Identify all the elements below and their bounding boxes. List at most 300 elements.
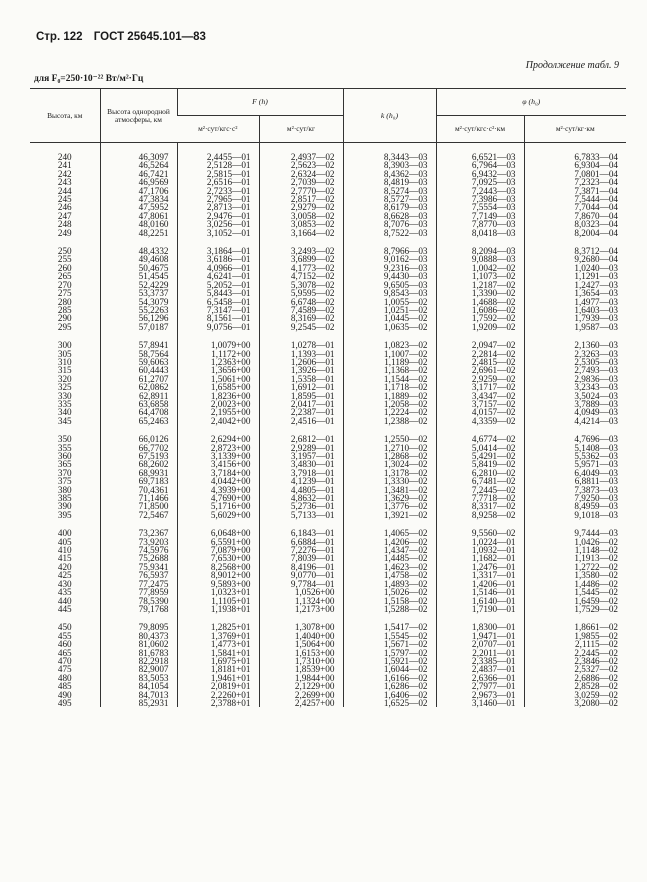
f1-cell: 1,1105+01: [177, 597, 259, 605]
homogeneous-cell: 65,2463: [100, 417, 177, 425]
f1-cell: 2,0023+00: [177, 400, 259, 408]
altitude-cell: 365: [57, 459, 72, 470]
k-cell: 1,4485—02: [343, 554, 436, 562]
phi2-cell: 7,3873—03: [524, 486, 626, 494]
homogeneous-cell: 85,2931: [100, 699, 177, 707]
homogeneous-cell: 47,5952: [100, 203, 177, 211]
homogeneous-cell: 66,7702: [100, 444, 177, 452]
homogeneous-cell: 70,4361: [100, 486, 177, 494]
altitude-cell: 248: [57, 219, 72, 230]
altitude-cell: 247: [57, 210, 72, 221]
phi2-cell: 1,1291—03: [524, 272, 626, 280]
f1-cell: 2,5815—01: [177, 170, 259, 178]
altitude-cell: 249: [57, 227, 72, 238]
homogeneous-cell: 54,3079: [100, 298, 177, 306]
phi2-cell: 2,2445—02: [524, 649, 626, 657]
k-cell: 1,1189—02: [343, 358, 436, 366]
altitude-cell: 495: [57, 697, 72, 708]
f1-cell: 7,0879+00: [177, 546, 259, 554]
altitude-cell: 270: [57, 279, 72, 290]
phi1-cell: 7,5554—03: [436, 203, 524, 211]
k-cell: 1,6044—02: [343, 665, 436, 673]
altitude-cell: 250: [57, 246, 72, 257]
altitude-cell: 305: [57, 348, 72, 359]
k-cell: 1,0055—02: [343, 298, 436, 306]
phi1-cell: 7,2445—02: [436, 486, 524, 494]
altitude-cell: 355: [57, 442, 72, 453]
homogeneous-cell: 59,6063: [100, 358, 177, 366]
homogeneous-cell: 83,5053: [100, 674, 177, 682]
k-cell: 9,4430—03: [343, 272, 436, 280]
homogeneous-cell: 73,2367: [100, 529, 177, 537]
f1-cell: 2,7233—01: [177, 187, 259, 195]
f2-cell: 3,1957—01: [259, 452, 343, 460]
phi2-cell: 3,5024—03: [524, 392, 626, 400]
k-cell: 1,2710—02: [343, 444, 436, 452]
header-altitude: Высота, км: [30, 89, 100, 143]
altitude-cell: 480: [57, 672, 72, 683]
f2-cell: 1,4040+00: [259, 632, 343, 640]
phi2-cell: 2,7493—03: [524, 366, 626, 374]
f1-cell: 1,8181+01: [177, 665, 259, 673]
phi1-cell: 2,6961—02: [436, 366, 524, 374]
homogeneous-cell: 49,4608: [100, 255, 177, 263]
f2-cell: 3,6899—02: [259, 255, 343, 263]
f2-cell: 1,9844+00: [259, 674, 343, 682]
f2-cell: 1,3926—01: [259, 366, 343, 374]
f1-cell: 2,8723+00: [177, 444, 259, 452]
f1-cell: 3,4156+00: [177, 460, 259, 468]
phi2-cell: 2,5305—03: [524, 358, 626, 366]
altitude-cell: 290: [57, 313, 72, 324]
homogeneous-cell: 69,7183: [100, 477, 177, 485]
f2-cell: 3,0058—02: [259, 212, 343, 220]
f2-cell: 1,8595—01: [259, 392, 343, 400]
phi2-cell: 2,6886—02: [524, 674, 626, 682]
phi1-cell: 6,9432—03: [436, 170, 524, 178]
phi1-cell: 1,2476—01: [436, 563, 524, 571]
homogeneous-cell: 82,2918: [100, 657, 177, 665]
phi2-cell: 8,4959—03: [524, 502, 626, 510]
altitude-cell: 245: [57, 194, 72, 205]
header-f-sub2: м²·сут/кг: [259, 116, 343, 143]
f2-cell: 1,8539+00: [259, 665, 343, 673]
f1-cell: 6,0648+00: [177, 529, 259, 537]
k-cell: 8,3443—03: [343, 153, 436, 161]
k-cell: 1,5921—02: [343, 657, 436, 665]
f2-cell: 4,4805—01: [259, 486, 343, 494]
f1-cell: 8,9012+00: [177, 571, 259, 579]
altitude-cell: 300: [57, 340, 72, 351]
k-cell: 1,6406—02: [343, 691, 436, 699]
f2-cell: 1,7310+00: [259, 657, 343, 665]
phi1-cell: 2,7977—01: [436, 682, 524, 690]
homogeneous-cell: 66,0126: [100, 435, 177, 443]
phi1-cell: 8,0418—03: [436, 229, 524, 237]
altitude-cell: 445: [57, 603, 72, 614]
k-cell: 1,4065—02: [343, 529, 436, 537]
f1-cell: 3,7184+00: [177, 469, 259, 477]
f2-cell: 5,9595—02: [259, 289, 343, 297]
k-cell: 1,3921—02: [343, 511, 436, 519]
phi2-cell: 6,8811—03: [524, 477, 626, 485]
phi2-cell: 5,9571—03: [524, 460, 626, 468]
k-cell: 8,5274—03: [343, 187, 436, 195]
altitude-cell: 325: [57, 382, 72, 393]
phi2-cell: 4,0949—03: [524, 408, 626, 416]
phi2-cell: 2,8528—02: [524, 682, 626, 690]
k-cell: 8,5727—03: [343, 195, 436, 203]
phi2-cell: 7,8670—04: [524, 212, 626, 220]
phi1-cell: 9,5560—02: [436, 529, 524, 537]
f2-cell: 1,0278—01: [259, 341, 343, 349]
f2-cell: 2,9279—02: [259, 203, 343, 211]
phi1-cell: 1,3317—01: [436, 571, 524, 579]
phi2-cell: 8,3712—04: [524, 247, 626, 255]
phi1-cell: 3,4347—02: [436, 392, 524, 400]
data-table: [30, 88, 626, 707]
header-phi-sub2: м²·сут/кг·км: [524, 116, 626, 143]
phi2-cell: 1,4977—03: [524, 298, 626, 306]
f2-cell: 2,1229+00: [259, 682, 343, 690]
f1-cell: 1,0079+00: [177, 341, 259, 349]
f1-cell: 1,8236+00: [177, 392, 259, 400]
f1-cell: 1,2363+00: [177, 358, 259, 366]
f2-cell: 2,9289—01: [259, 444, 343, 452]
phi2-cell: 1,3654—03: [524, 289, 626, 297]
phi2-cell: 6,7833—04: [524, 153, 626, 161]
homogeneous-cell: 73,9203: [100, 538, 177, 546]
phi1-cell: 7,8770—03: [436, 220, 524, 228]
phi1-cell: 3,1717—02: [436, 383, 524, 391]
phi1-cell: 5,0414—02: [436, 444, 524, 452]
altitude-cell: 295: [57, 321, 72, 332]
phi2-cell: 1,9587—03: [524, 323, 626, 331]
homogeneous-cell: 57,8941: [100, 341, 177, 349]
k-cell: 1,5158—02: [343, 597, 436, 605]
phi1-cell: 5,4291—02: [436, 452, 524, 460]
f1-cell: 4,3939+00: [177, 486, 259, 494]
f2-cell: 1,0526+00: [259, 588, 343, 596]
homogeneous-cell: 82,9007: [100, 665, 177, 673]
phi2-cell: 5,5362—03: [524, 452, 626, 460]
f2-cell: 2,0417—01: [259, 400, 343, 408]
altitude-cell: 435: [57, 587, 72, 598]
homogeneous-cell: 72,5467: [100, 511, 177, 519]
phi1-cell: 1,1073—02: [436, 272, 524, 280]
altitude-cell: 275: [57, 288, 72, 299]
phi2-cell: 4,4214—03: [524, 417, 626, 425]
phi1-cell: 2,9673—01: [436, 691, 524, 699]
phi1-cell: 1,8300—01: [436, 623, 524, 631]
homogeneous-cell: 62,0862: [100, 383, 177, 391]
altitude-cell: 345: [57, 415, 72, 426]
phi2-cell: 1,2722—02: [524, 563, 626, 571]
f1-cell: 1,9461+01: [177, 674, 259, 682]
altitude-cell: 330: [57, 390, 72, 401]
header-k: k (h₀): [343, 89, 436, 143]
table-row: [30, 699, 626, 707]
f2-cell: 2,4257+00: [259, 699, 343, 707]
phi2-cell: 8,2004—04: [524, 229, 626, 237]
phi2-cell: 4,7696—03: [524, 435, 626, 443]
phi2-cell: 9,7444—03: [524, 529, 626, 537]
phi2-cell: 7,9250—03: [524, 494, 626, 502]
homogeneous-cell: 80,4373: [100, 632, 177, 640]
homogeneous-cell: 74,5976: [100, 546, 177, 554]
k-cell: 9,0162—03: [343, 255, 436, 263]
phi1-cell: 1,9209—02: [436, 323, 524, 331]
f1-cell: 2,1955+00: [177, 408, 259, 416]
k-cell: 1,0635—02: [343, 323, 436, 331]
f2-cell: 2,4937—02: [259, 153, 343, 161]
phi2-cell: 3,7889—03: [524, 400, 626, 408]
f2-cell: 3,1664—02: [259, 229, 343, 237]
phi2-cell: 7,5444—04: [524, 195, 626, 203]
homogeneous-cell: 77,8959: [100, 588, 177, 596]
homogeneous-cell: 46,7421: [100, 170, 177, 178]
homogeneous-cell: 71,8500: [100, 502, 177, 510]
k-cell: 1,1718—02: [343, 383, 436, 391]
f2-cell: 8,4196—01: [259, 563, 343, 571]
phi1-cell: 1,3390—02: [436, 289, 524, 297]
phi2-cell: 1,0426—02: [524, 538, 626, 546]
header-phi-sub1: м²·сут/кгс·с²·км: [436, 116, 524, 143]
f2-cell: 3,0853—02: [259, 220, 343, 228]
f1-cell: 8,2568+00: [177, 563, 259, 571]
f1-cell: 5,6029+00: [177, 511, 259, 519]
phi2-cell: 2,5327—02: [524, 665, 626, 673]
phi2-cell: 7,7044—04: [524, 203, 626, 211]
table-row: [30, 323, 626, 331]
f2-cell: 2,5623—02: [259, 161, 343, 169]
homogeneous-cell: 68,9931: [100, 469, 177, 477]
f2-cell: 1,1393—01: [259, 350, 343, 358]
k-cell: 1,4206—02: [343, 538, 436, 546]
homogeneous-cell: 63,6858: [100, 400, 177, 408]
k-cell: 1,6166—02: [343, 674, 436, 682]
phi1-cell: 1,9471—01: [436, 632, 524, 640]
homogeneous-cell: 75,2688: [100, 554, 177, 562]
k-cell: 1,5671—02: [343, 640, 436, 648]
phi1-cell: 8,9258—02: [436, 511, 524, 519]
phi1-cell: 4,6774—02: [436, 435, 524, 443]
phi1-cell: 6,6521—03: [436, 153, 524, 161]
phi2-cell: 9,2680—04: [524, 255, 626, 263]
phi1-cell: 7,0925—03: [436, 178, 524, 186]
phi1-cell: 1,1682—01: [436, 554, 524, 562]
f1-cell: 3,0256—01: [177, 220, 259, 228]
homogeneous-cell: 48,4332: [100, 247, 177, 255]
f1-cell: 3,1339+00: [177, 452, 259, 460]
f1-cell: 2,7965—01: [177, 195, 259, 203]
k-cell: 1,0445—02: [343, 314, 436, 322]
k-cell: 8,6628—03: [343, 212, 436, 220]
f1-cell: 4,6241—01: [177, 272, 259, 280]
homogeneous-cell: 84,1054: [100, 682, 177, 690]
f2-cell: 5,7133—01: [259, 511, 343, 519]
f2-cell: 1,1324+00: [259, 597, 343, 605]
header-f-sub1: м²·сут/кгс·с²: [177, 116, 259, 143]
altitude-cell: 285: [57, 304, 72, 315]
altitude-cell: 405: [57, 536, 72, 547]
k-cell: 1,6525—02: [343, 699, 436, 707]
f2-cell: 1,5358—01: [259, 375, 343, 383]
phi1-cell: 8,3317—02: [436, 502, 524, 510]
homogeneous-cell: 67,5193: [100, 452, 177, 460]
f2-cell: 9,0770—01: [259, 571, 343, 579]
altitude-cell: 390: [57, 501, 72, 512]
homogeneous-cell: 75,9341: [100, 563, 177, 571]
header-homogeneous: Высота однородной атмосферы, км: [100, 89, 177, 143]
altitude-cell: 315: [57, 365, 72, 376]
phi2-cell: 1,1913—02: [524, 554, 626, 562]
phi1-cell: 7,7718—02: [436, 494, 524, 502]
homogeneous-cell: 47,8061: [100, 212, 177, 220]
table-row: [30, 417, 626, 425]
altitude-cell: 375: [57, 476, 72, 487]
f2-cell: 6,6884—01: [259, 538, 343, 546]
altitude-cell: 450: [57, 622, 72, 633]
homogeneous-cell: 76,5937: [100, 571, 177, 579]
f2-cell: 1,2173+00: [259, 605, 343, 613]
f1-cell: 1,5061+00: [177, 375, 259, 383]
phi2-cell: 1,5445—02: [524, 588, 626, 596]
homogeneous-cell: 47,3834: [100, 195, 177, 203]
altitude-cell: 246: [57, 202, 72, 213]
homogeneous-cell: 47,1706: [100, 187, 177, 195]
k-cell: 8,7966—03: [343, 247, 436, 255]
phi1-cell: 1,5146—01: [436, 588, 524, 596]
k-cell: 8,4362—03: [343, 170, 436, 178]
f1-cell: 1,4773+01: [177, 640, 259, 648]
phi1-cell: 2,6366—01: [436, 674, 524, 682]
f2-cell: 1,6153+00: [259, 649, 343, 657]
homogeneous-cell: 46,3097: [100, 153, 177, 161]
homogeneous-cell: 51,4545: [100, 272, 177, 280]
f1-cell: 5,1716+00: [177, 502, 259, 510]
homogeneous-cell: 68,2602: [100, 460, 177, 468]
homogeneous-cell: 46,5264: [100, 161, 177, 169]
altitude-cell: 490: [57, 689, 72, 700]
f1-cell: 3,6186—01: [177, 255, 259, 263]
header-phi-group: φ (h₀): [436, 89, 626, 116]
altitude-cell: 240: [57, 152, 72, 162]
altitude-cell: 265: [57, 271, 72, 282]
phi1-cell: 6,7481—02: [436, 477, 524, 485]
altitude-cell: 243: [57, 177, 72, 188]
f2-cell: 7,2276—01: [259, 546, 343, 554]
k-cell: 1,2224—02: [343, 408, 436, 416]
k-cell: 1,5797—02: [343, 649, 436, 657]
k-cell: 1,5545—02: [343, 632, 436, 640]
f2-cell: 7,8039—01: [259, 554, 343, 562]
f1-cell: 2,8713—01: [177, 203, 259, 211]
phi2-cell: 6,4049—03: [524, 469, 626, 477]
phi2-cell: 7,2323—04: [524, 178, 626, 186]
k-cell: 1,5417—02: [343, 623, 436, 631]
homogeneous-cell: 77,2475: [100, 580, 177, 588]
phi2-cell: 1,7529—02: [524, 605, 626, 613]
altitude-cell: 320: [57, 373, 72, 384]
f2-cell: 3,7918—01: [259, 469, 343, 477]
f2-cell: 4,7152—02: [259, 272, 343, 280]
k-cell: 8,3903—03: [343, 161, 436, 169]
homogeneous-cell: 57,0187: [100, 323, 177, 331]
table-row: [30, 511, 626, 519]
homogeneous-cell: 81,6783: [100, 649, 177, 657]
phi1-cell: 1,0224—01: [436, 538, 524, 546]
altitude-cell: 241: [57, 160, 72, 171]
phi2-cell: 1,9855—02: [524, 632, 626, 640]
altitude-cell: 310: [57, 356, 72, 367]
f1-cell: 9,0756—01: [177, 323, 259, 331]
k-cell: 1,1368—02: [343, 366, 436, 374]
k-cell: 1,0251—02: [343, 306, 436, 314]
altitude-cell: 485: [57, 681, 72, 692]
f1-cell: 4,0442+00: [177, 477, 259, 485]
k-cell: 1,1007—02: [343, 350, 436, 358]
phi2-cell: 1,2427—03: [524, 281, 626, 289]
altitude-cell: 242: [57, 168, 72, 179]
f1-cell: 1,5841+01: [177, 649, 259, 657]
homogeneous-cell: 53,3737: [100, 289, 177, 297]
f2-cell: 9,2545—02: [259, 323, 343, 331]
f1-cell: 3,1864—01: [177, 247, 259, 255]
k-cell: 1,4758—02: [343, 571, 436, 579]
phi1-cell: 8,2094—03: [436, 247, 524, 255]
altitude-cell: 340: [57, 407, 72, 418]
f1-cell: 1,6975+01: [177, 657, 259, 665]
f2-cell: 3,4830—01: [259, 460, 343, 468]
altitude-cell: 400: [57, 528, 72, 539]
f1-cell: 6,5458—01: [177, 298, 259, 306]
altitude-cell: 455: [57, 630, 72, 641]
phi1-cell: 2,0707—01: [436, 640, 524, 648]
phi2-cell: 3,2080—02: [524, 699, 626, 707]
f1-cell: 2,6516—01: [177, 178, 259, 186]
condition-label: для F₀=250·10⁻²² Вт/м²·Гц: [34, 74, 144, 84]
phi2-cell: 7,3871—04: [524, 187, 626, 195]
f1-cell: 1,1938+01: [177, 605, 259, 613]
phi2-cell: 2,9836—03: [524, 375, 626, 383]
phi1-cell: 2,9259—02: [436, 375, 524, 383]
page-number: Стр. 122: [36, 31, 83, 43]
phi1-cell: 7,3986—03: [436, 195, 524, 203]
f1-cell: 4,0966—01: [177, 264, 259, 272]
f1-cell: 6,5591+00: [177, 538, 259, 546]
altitude-cell: 244: [57, 185, 72, 196]
f1-cell: 1,1172+00: [177, 350, 259, 358]
k-cell: 1,2058—02: [343, 400, 436, 408]
k-cell: 1,0823—02: [343, 341, 436, 349]
k-cell: 1,3481—02: [343, 486, 436, 494]
f2-cell: 2,7770—02: [259, 187, 343, 195]
phi2-cell: 7,0801—04: [524, 170, 626, 178]
phi1-cell: 2,4815—02: [436, 358, 524, 366]
k-cell: 8,7076—03: [343, 220, 436, 228]
f1-cell: 1,3769+01: [177, 632, 259, 640]
f2-cell: 2,6812—01: [259, 435, 343, 443]
f1-cell: 5,2052—01: [177, 281, 259, 289]
altitude-cell: 395: [57, 509, 72, 520]
homogeneous-cell: 84,7013: [100, 691, 177, 699]
homogeneous-cell: 52,4229: [100, 281, 177, 289]
f1-cell: 3,1052—01: [177, 229, 259, 237]
phi1-cell: 3,1460—01: [436, 699, 524, 707]
k-cell: 1,5026—02: [343, 588, 436, 596]
f1-cell: 2,0819+01: [177, 682, 259, 690]
